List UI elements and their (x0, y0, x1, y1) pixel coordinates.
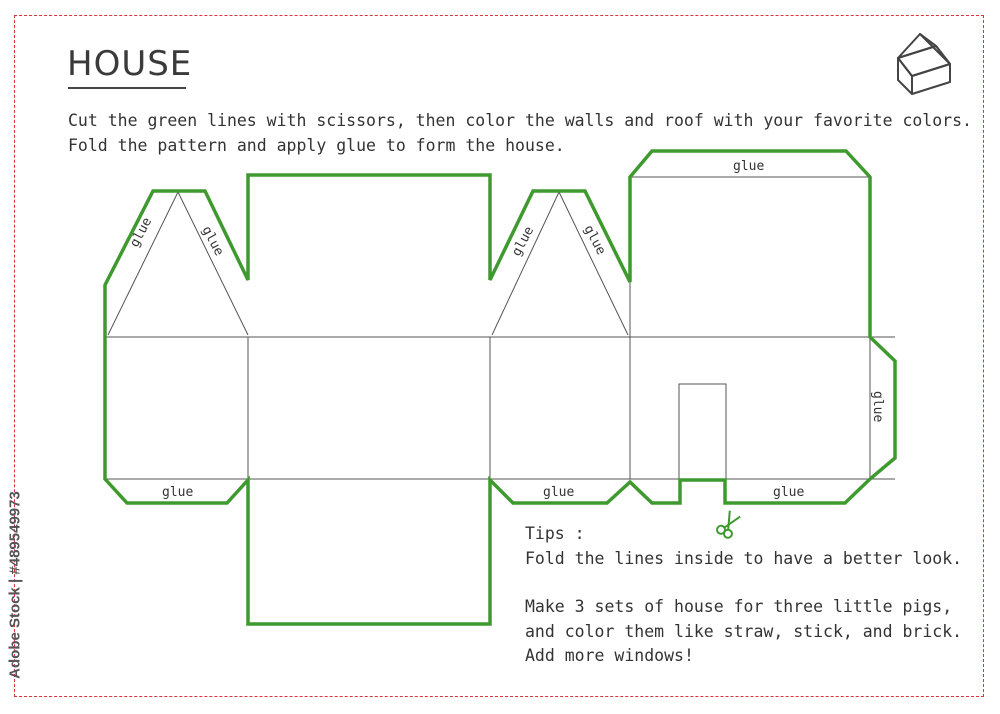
page-title: HOUSE (67, 44, 193, 84)
tips-line: Make 3 sets of house for three little pigs, (525, 597, 953, 616)
glue-label: glue (162, 485, 194, 500)
glue-label: glue (870, 391, 885, 423)
stock-watermark (2, 470, 28, 700)
instruction-line: Cut the green lines with scissors, then color the walls and roof with your favorite colors. (68, 111, 972, 130)
glue-label: glue (733, 159, 765, 174)
tips-line: Add more windows! (525, 646, 694, 665)
tips-heading: Tips : (525, 524, 585, 543)
tips-line: and color them like straw, stick, and brick. (525, 621, 963, 641)
glue-label: glue (543, 485, 575, 500)
tips-section (525, 522, 962, 669)
glue-label: glue (509, 224, 538, 259)
glue-label: glue (127, 215, 156, 250)
glue-label: glue (198, 223, 227, 259)
tips-line: Fold the lines inside to have a better look. (525, 548, 963, 568)
instruction-line: Fold the pattern and apply glue to form the house. (68, 136, 565, 155)
fold-lines (105, 177, 895, 479)
glue-label: glue (773, 485, 805, 500)
glue-label: glue (580, 222, 609, 258)
watermark-text: Adobe Stock | #489549973 (6, 491, 24, 679)
